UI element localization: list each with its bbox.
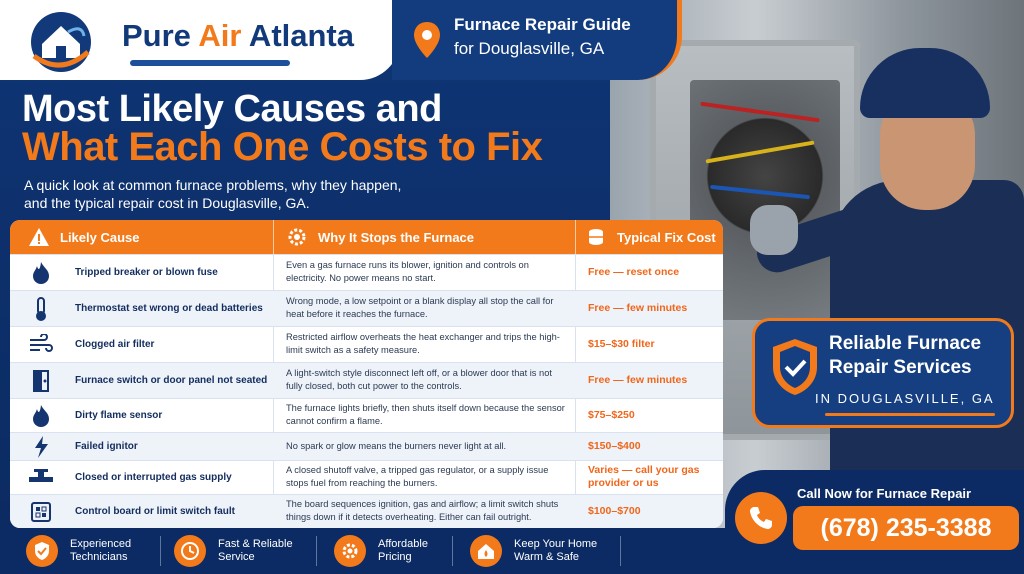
header-why (286, 220, 474, 254)
row-cause: Thermostat set wrong or dead batteries (75, 303, 263, 314)
row-why: Wrong mode, a low setpoint or a blank display all stop the call for heat before it reaches the furnace. (286, 296, 554, 319)
row-why: Restricted airflow overheats the heat exchanger and trips the high-limit switch as a safety measure. (286, 332, 560, 355)
row-why: The furnace lights briefly, then shuts itself down because the sensor cannot confirm a flame. (286, 403, 565, 426)
headline-line-1: Most Likely Causes and (22, 88, 442, 130)
shield-check-icon (26, 535, 58, 567)
row-cause: Closed or interrupted gas supply (75, 472, 232, 483)
feature-item (26, 534, 131, 568)
feature-item (334, 534, 428, 568)
table-row (10, 494, 723, 528)
header-cause-label: Likely Cause (60, 229, 140, 245)
location-pin-icon (412, 20, 442, 60)
row-cost: Varies — call your gas provider or us (588, 464, 700, 489)
row-cause: Furnace switch or door panel not seated (75, 375, 268, 386)
guide-banner (392, 0, 682, 80)
thermometer-icon (28, 296, 54, 322)
features-bar (0, 528, 730, 574)
row-cause: Tripped breaker or blown fuse (75, 267, 218, 278)
feature-label-line-2: Warm & Safe (514, 551, 579, 563)
row-cost: $75–$250 (588, 409, 635, 421)
feature-item (470, 534, 597, 568)
guide-title: Furnace Repair Guide (454, 15, 631, 34)
spark-icon (28, 434, 54, 460)
feature-label-line-1: Keep Your Home (514, 538, 598, 550)
row-why: A closed shutoff valve, a tripped gas regulator, or a supply issue stops fuel from reaching the burners. (286, 465, 549, 488)
shield-check-icon (769, 337, 821, 397)
airflow-icon (28, 332, 54, 358)
warning-icon (28, 226, 50, 248)
row-cost: $150–$400 (588, 440, 641, 452)
feature-label-line-1: Affordable (378, 538, 428, 550)
phone-number-button[interactable]: (678) 235-3388 (793, 506, 1019, 550)
header-divider (575, 220, 576, 254)
coins-icon (585, 226, 607, 248)
subheadline-line-1: A quick look at common furnace problems, why they happen, (24, 177, 402, 193)
badge-underline (825, 413, 995, 416)
flame-icon (28, 403, 54, 429)
feature-label-line-1: Fast & Reliable (218, 538, 293, 550)
header-why-label: Why It Stops the Furnace (318, 229, 475, 245)
row-cause: Clogged air filter (75, 339, 155, 350)
feature-label-line-2: Pricing (378, 551, 412, 563)
logo-icon (22, 6, 100, 74)
call-block (725, 470, 1024, 574)
badge-title-line-1: Reliable Furnace (829, 333, 982, 354)
gas-valve-icon (28, 465, 54, 491)
headline-line-2: What Each One Costs to Fix (22, 125, 543, 169)
table-header (10, 220, 723, 254)
row-cause: Control board or limit switch fault (75, 506, 235, 517)
feature-item (174, 534, 293, 568)
table-row (10, 362, 723, 398)
row-cost: Free — few minutes (588, 302, 688, 314)
header-divider (273, 220, 274, 254)
technician-glove (750, 205, 798, 255)
feature-divider (620, 536, 621, 566)
technician-cap (860, 48, 990, 118)
row-why: A light-switch style disconnect left off, or a blower door that is not fully closed, both cut power to the controls. (286, 368, 552, 391)
row-cost: $15–$30 filter (588, 338, 655, 350)
door-panel-icon (28, 368, 54, 394)
table-row (10, 326, 723, 362)
brand-swoosh (130, 60, 290, 66)
brand-name: Pure Air Atlanta (122, 18, 354, 53)
clock-icon (174, 535, 206, 567)
table-row (10, 254, 723, 290)
badge-title-line-2: Repair Services (829, 357, 972, 378)
table-row (10, 398, 723, 432)
feature-divider (316, 536, 317, 566)
subheadline-line-2: and the typical repair cost in Douglasville, GA. (24, 195, 310, 211)
row-why: Even a gas furnace runs its blower, ignition and controls on electricity. No power means no start. (286, 260, 529, 283)
table-row (10, 432, 723, 460)
row-cause: Dirty flame sensor (75, 410, 163, 421)
service-badge (752, 318, 1014, 428)
table-row (10, 290, 723, 326)
header-cause (28, 220, 140, 254)
feature-label-line-2: Service (218, 551, 255, 563)
circuit-board-icon (28, 499, 54, 525)
call-label: Call Now for Furnace Repair (797, 486, 972, 501)
causes-table (10, 220, 723, 528)
home-icon (470, 535, 502, 567)
row-why: The board sequences ignition, gas and airflow; a limit switch shuts things down if it detects overheating. Either can fail outright. (286, 499, 559, 522)
feature-label-line-1: Experienced (70, 538, 132, 550)
header-cost (585, 220, 716, 254)
gear-icon (286, 226, 308, 248)
header-cost-label: Typical Fix Cost (617, 229, 716, 245)
row-cost: Free — few minutes (588, 374, 688, 386)
feature-divider (160, 536, 161, 566)
badge-location: IN DOUGLASVILLE, GA (815, 391, 995, 406)
feature-divider (452, 536, 453, 566)
feature-label-line-2: Technicians (70, 551, 128, 563)
table-row (10, 460, 723, 494)
guide-location: for Douglasville, GA (454, 39, 605, 58)
brand-header (0, 0, 400, 80)
row-cost: $100–$700 (588, 505, 641, 517)
phone-icon[interactable] (735, 492, 787, 544)
flame-icon (28, 260, 54, 286)
gear-icon (334, 535, 366, 567)
row-cost: Free — reset once (588, 266, 680, 278)
row-cause: Failed ignitor (75, 441, 138, 452)
row-why: No spark or glow means the burners never light at all. (286, 441, 507, 451)
